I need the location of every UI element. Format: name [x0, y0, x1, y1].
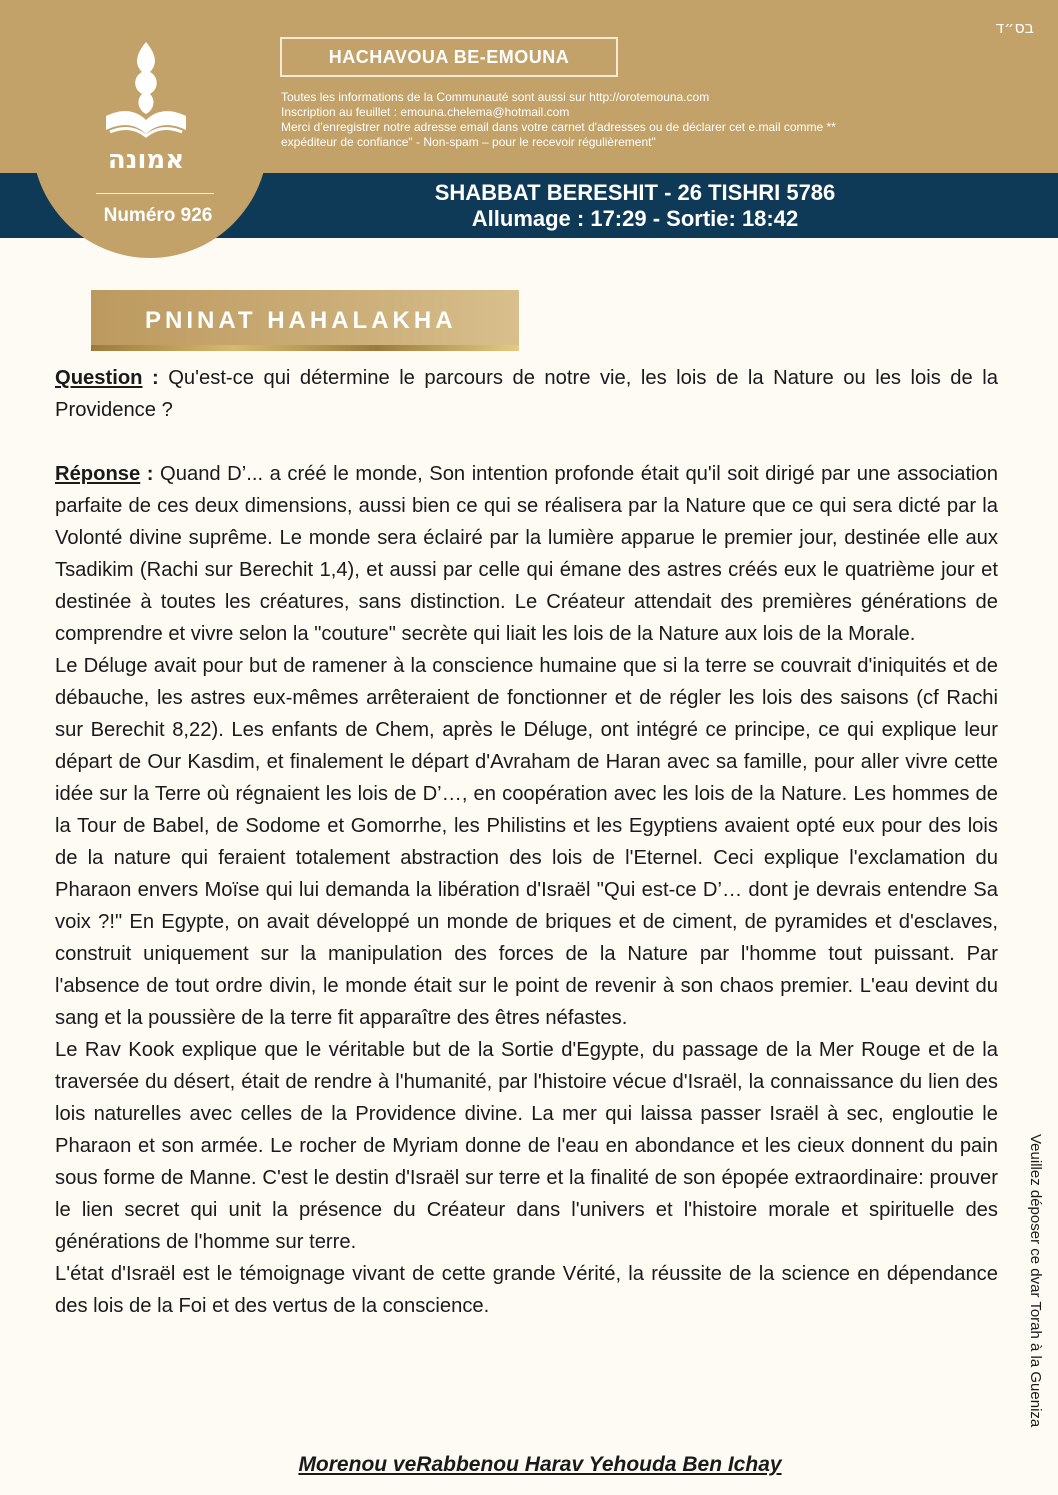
issue-number: Numéro 926: [103, 205, 213, 226]
answer-paragraph: [55, 458, 998, 650]
article-body: [55, 362, 998, 1322]
bsd-mark: בס״ד: [995, 18, 1034, 37]
newsletter-title-text: HACHAVOUA BE-EMOUNA: [328, 46, 570, 67]
body-paragraph: L'état d'Israël est le témoignage vivant de cette grande Vérité, la réussite de la science en dépendance des lois de la Foi et des vertus de la conscience.: [55, 1263, 998, 1317]
answer-separator: :: [140, 463, 161, 485]
shabbat-info: [380, 180, 890, 232]
question-text: Qu'est-ce qui détermine le parcours de notre vie, les lois de la Nature ou les lois de la Providence ?: [55, 367, 998, 421]
body-paragraph: Le Déluge avait pour but de ramener à la conscience humaine que si la terre se couvrait d'iniquités et de débauche, les astres eux-mêmes arrêteraient de fonctionner et de régler les lois des saisons (cf Rachi sur Berechit 8,22). Les enfants de Chem, après le Déluge, ont intégré ce principe, ce qui explique leur départ de Our Kasdim, et finalement le départ d'Avraham de Haran avec sa famille, pour aller vivre cette idée sur la Terre où régnaient les lois de D’…, en coopération avec les lois de la Nature. Les hommes de la Tour de Babel, de Sodome et Gomorrhe, les Philistins et les Egyptiens avaient opté eux pour des lois de la nature qui feraient totalement abstraction des lois de l'Eternel. Ceci explique l'exclamation du Pharaon envers Moïse qui lui demanda la libération d'Israël "Qui est-ce D’… dont je devrais entendre Sa voix ?!" En Egypte, on avait développé un monde de briques et de ciment, de pyramides et d'esclaves, construit uniquement sur la manipulation des forces de la Nature par l'homme tout puissant. Par l'absence de tout ordre divin, le monde était sur le point de revenir à son chaos premier. L'eau devint du sang et la poussière de la terre fit apparaître des êtres néfastes.: [55, 655, 998, 1029]
answer-label: Réponse: [55, 463, 141, 485]
info-block: [281, 90, 961, 150]
logo-divider: [96, 193, 214, 194]
info-line: Toutes les informations de la Communauté sont aussi sur http://orotemouna.com: [281, 90, 710, 104]
question-separator: :: [142, 367, 169, 389]
author-signature: Morenou veRabbenou Harav Yehouda Ben Ichay: [298, 1453, 782, 1476]
paragraph-gap: [55, 426, 998, 458]
guenizah-note: Veuillez déposer ce dvar Torah à la Guenizа: [1027, 1134, 1044, 1428]
shabbat-times: Allumage : 17:29 - Sortie: 18:42: [471, 206, 799, 231]
answer-text: Quand D’... a créé le monde, Son intention profonde était qu'il soit dirigé par une association parfaite de ces deux dimensions, aussi bien ce qui se réalisera par la Nature que ce qui sera dicté par la Volonté divine suprême. Le monde sera éclairé par la lumière apparue le premier jour, destinée elle aux Tsadikim (Rachi sur Berechit 1,4), et aussi par celle qui émane des astres créés eux le quatrième jour et destinée à toutes les créatures, sans distinction. Le Créateur attendait des premières générations de comprendre et vivre selon la "couture" secrète qui liait les lois de la Nature aux lois de la Morale.: [55, 463, 998, 645]
question-paragraph: [55, 362, 998, 426]
shabbat-title: SHABBAT BERESHIT - 26 TISHRI 5786: [434, 180, 836, 205]
body-paragraph: Le Rav Kook explique que le véritable but de la Sortie d'Egypte, du passage de la Mer Rouge et de la traversée du désert, était de rendre à l'humanité, par l'histoire vécue d'Israël, la connaissance du lien des lois naturelles avec celles de la Providence divine. La mer qui laissa passer Israël à sec, engloutie le Pharaon et son armée. Le rocher de Myriam donne de l'eau en abondance et les cieux donnent du pain sous forme de Manne. C'est le destin d'Israël sur terre et la finalité de son épopée extraordinaire: prouver le lien secret qui unit la présence du Créateur dans l'univers et l'histoire morale et spirituelle des générations de l'homme sur terre.: [55, 1039, 998, 1253]
newsletter-title: [280, 37, 618, 77]
logo-text: אמונה: [107, 145, 185, 175]
emouna-logo-icon: [96, 38, 196, 178]
info-line: Merci d'enregistrer notre adresse email dans votre carnet d'adresses ou de déclarer cet e.mail comme **: [281, 120, 836, 134]
info-line: expéditeur de confiance" - Non-spam – pour le recevoir régulièrement": [281, 135, 656, 149]
info-line: Inscription au feuillet : emouna.chelema@hotmail.com: [281, 105, 570, 119]
question-label: Question: [55, 367, 143, 389]
section-title-text: PNINAT HAHALAKHA: [145, 306, 457, 334]
section-title: [91, 290, 519, 351]
